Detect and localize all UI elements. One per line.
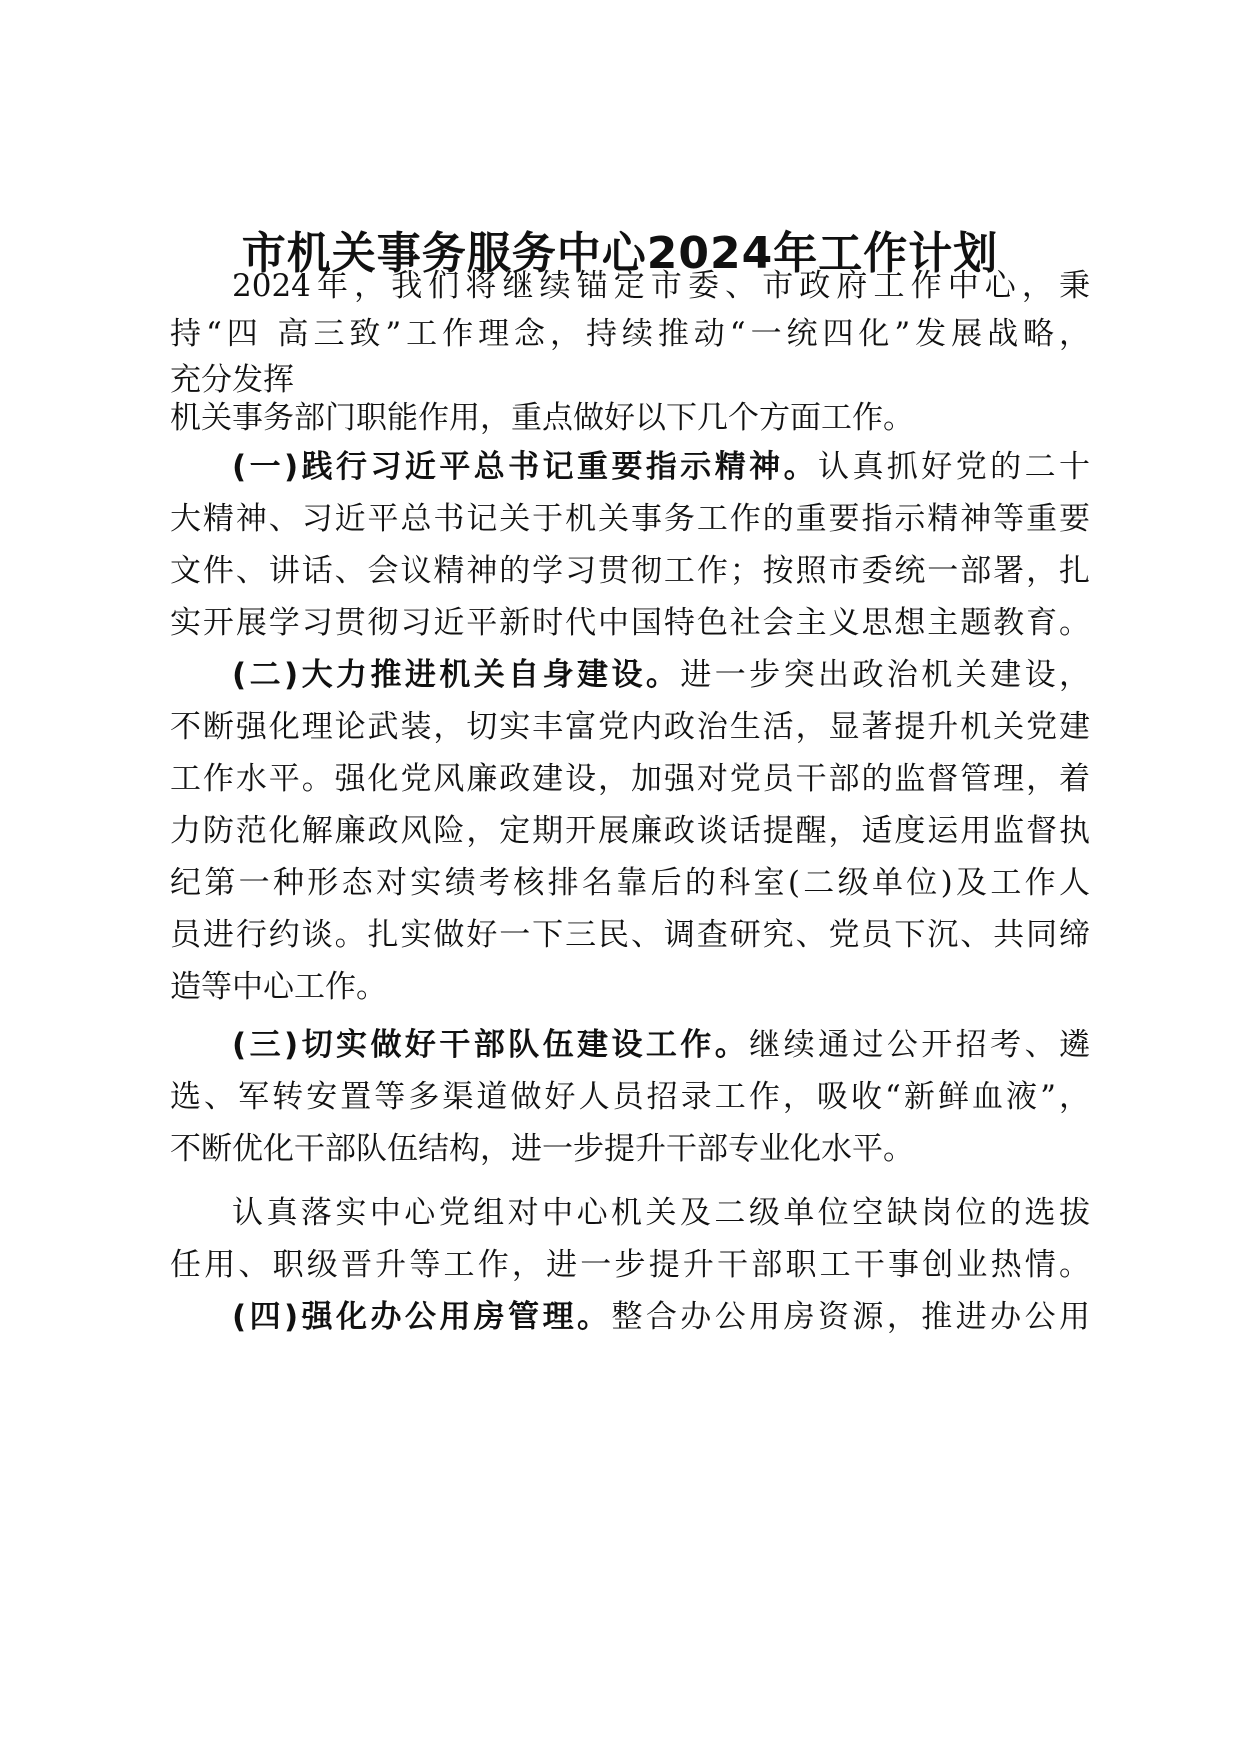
section-1-line-2: 大精神、习近平总书记关于机关事务工作的重要指示精神等重要 [170, 501, 1090, 537]
section-3-heading: (三)切实做好干部队伍建设工作。 [232, 1027, 750, 1063]
section-4-text: 整合办公用房资源，推进办公用 [611, 1299, 1090, 1335]
section-2-line-3: 工作水平。强化党风廉政建设，加强对党员干部的监督管理，着 [170, 761, 1090, 797]
section-1-text: 认真抓好党的二十 [818, 449, 1090, 485]
section-2-text: 进一步突出政治机关建设， [680, 657, 1091, 693]
intro-line-3: 充分发挥 [170, 362, 294, 398]
section-4-line-1 [232, 1297, 1090, 1337]
section-4-heading: (四)强化办公用房管理。 [232, 1299, 612, 1335]
section-3-line-3: 不断优化干部队伍结构，进一步提升干部专业化水平。 [170, 1131, 914, 1167]
section-1-line-1 [232, 447, 1090, 487]
section-3-line-1 [232, 1025, 1090, 1065]
paragraph-4-line-2: 任用、职级晋升等工作，进一步提升干部职工干事创业热情。 [170, 1247, 1090, 1283]
paragraph-4-line-1: 认真落实中心党组对中心机关及二级单位空缺岗位的选拔 [232, 1195, 1090, 1231]
section-2-line-7: 造等中心工作。 [170, 969, 387, 1005]
intro-line-4: 机关事务部门职能作用，重点做好以下几个方面工作。 [170, 400, 914, 436]
intro-line-1: 2024年，我们将继续锚定市委、市政府工作中心，秉 [232, 268, 1090, 304]
section-3-text: 继续通过公开招考、遴 [749, 1027, 1090, 1063]
section-2-line-2: 不断强化理论武装，切实丰富党内政治生活，显著提升机关党建 [170, 709, 1090, 745]
intro-line-2: 持“四 高三致”工作理念，持续推动“一统四化”发展战略， [170, 316, 1090, 352]
section-3-line-2: 选、军转安置等多渠道做好人员招录工作，吸收“新鲜血液”， [170, 1079, 1090, 1115]
section-2-line-5: 纪第一种形态对实绩考核排名靠后的科室(二级单位)及工作人 [170, 865, 1090, 901]
section-2-line-4: 力防范化解廉政风险，定期开展廉政谈话提醒，适度运用监督执 [170, 813, 1090, 849]
section-1-line-3: 文件、讲话、会议精神的学习贯彻工作；按照市委统一部署，扎 [170, 553, 1090, 589]
section-1-line-4: 实开展学习贯彻习近平新时代中国特色社会主义思想主题教育。 [170, 605, 1090, 641]
section-2-line-1 [232, 655, 1090, 695]
section-1-heading: (一)践行习近平总书记重要指示精神。 [232, 449, 819, 485]
document-title: 市机关事务服务中心2024年工作计划 [241, 228, 999, 279]
section-2-heading: (二)大力推进机关自身建设。 [232, 657, 681, 693]
section-2-line-6: 员进行约谈。扎实做好一下三民、调查研究、党员下沉、共同缔 [170, 917, 1090, 953]
